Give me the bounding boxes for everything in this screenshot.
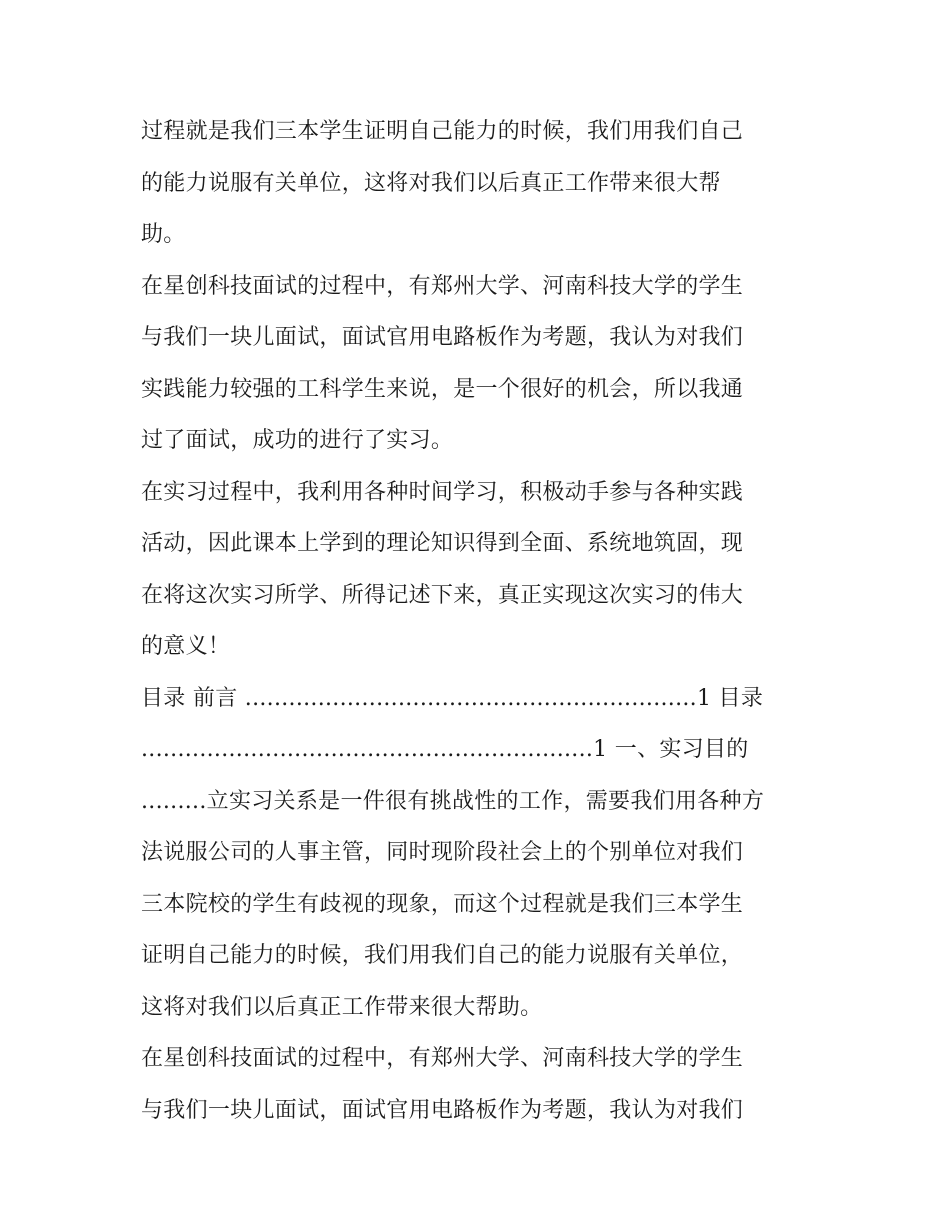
text-line: 在将这次实习所学、所得记述下来，真正实现这次实习的伟大 (141, 582, 744, 608)
text-line: 这将对我们以后真正工作带来很大帮助。 (141, 994, 543, 1020)
text-line: 与我们一块儿面试，面试官用电路板作为考题，我认为对我们 (141, 325, 744, 350)
text-line: 证明自己能力的时候，我们用我们自己的能力说服有关单位， (141, 943, 744, 968)
text-line: 法说服公司的人事主管，同时现阶段社会上的个别单位对我们 (141, 840, 744, 865)
text-line: 在星创科技面试的过程中，有郑州大学、河南科技大学的学生 (141, 1046, 744, 1071)
text-line: 过程就是我们三本学生证明自己能力的时候，我们用我们自己 (141, 119, 744, 144)
toc-line: 目录 前言 ..............................................................1 目录 (141, 685, 764, 711)
text-line: 过了面试，成功的进行了实习。 (141, 428, 454, 453)
text-line: 在星创科技面试的过程中，有郑州大学、河南科技大学的学生 (141, 273, 744, 299)
text-line: .........立实习关系是一件很有挑战性的工作，需要我们用各种方 (141, 788, 765, 814)
text-line: 活动，因此课本上学到的理论知识得到全面、系统地筑固，现 (141, 531, 744, 556)
text-line: 在实习过程中，我利用各种时间学习，积极动手参与各种实践 (141, 479, 744, 505)
text-line: 与我们一块儿面试，面试官用电路板作为考题，我认为对我们 (141, 1097, 744, 1123)
text-line: 的能力说服有关单位，这将对我们以后真正工作带来很大帮 (141, 170, 721, 196)
toc-line: ..............................................................1 一、实习目的 (141, 737, 749, 762)
text-line: 三本院校的学生有歧视的现象，而这个过程就是我们三本学生 (141, 891, 744, 917)
text-line: 实践能力较强的工科学生来说，是一个很好的机会，所以我通 (141, 376, 744, 402)
text-line: 的意义！ (141, 634, 231, 659)
body-text (141, 106, 821, 1136)
text-line: 助。 (141, 222, 186, 247)
